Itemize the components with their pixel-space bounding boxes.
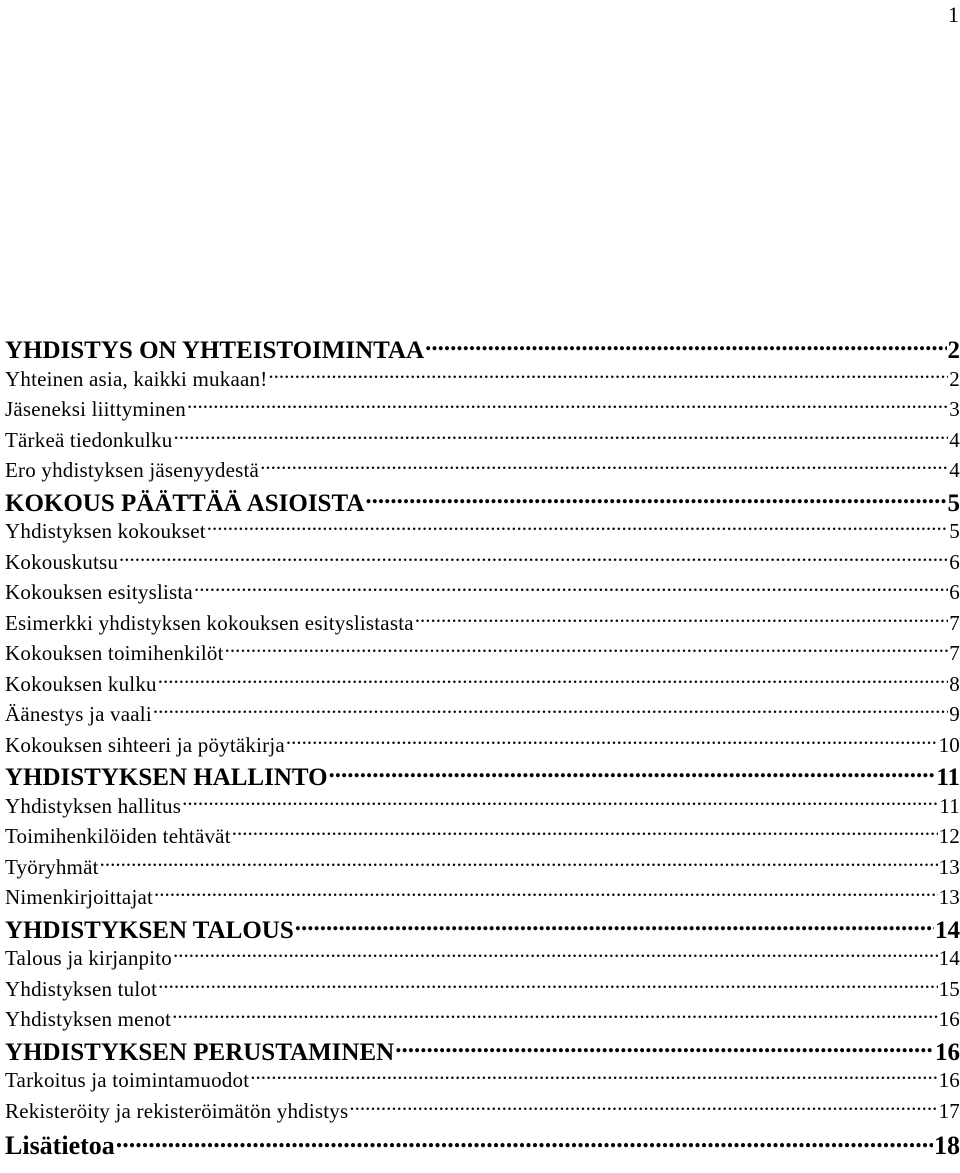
toc-entry-page-number: 7: [949, 610, 960, 635]
toc-entry-page-number: 3: [949, 397, 960, 421]
toc-entry-page-number: 16: [938, 1068, 960, 1092]
toc-entry[interactable]: [5, 608, 960, 639]
toc-entry-title: Äänestys ja vaali: [5, 702, 152, 726]
toc-entry[interactable]: [5, 1004, 960, 1035]
toc-entry-title: Kokouksen toimihenkilöt: [5, 641, 224, 665]
toc-dot-leader: [153, 700, 948, 721]
toc-entry-title: YHDISTYS ON YHTEISTOIMINTAA: [5, 337, 425, 364]
toc-dot-leader: [225, 639, 949, 660]
toc-dot-leader: [172, 1005, 937, 1026]
toc-entry-page-number: 18: [934, 1131, 960, 1160]
toc-entry[interactable]: [5, 913, 960, 944]
toc-entry-title: Lisätietoa: [5, 1131, 115, 1160]
toc-entry-page-number: 17: [938, 1098, 960, 1123]
toc-entry-title: Esimerkki yhdistyksen kokouksen esityslistasta: [5, 610, 414, 635]
toc-entry[interactable]: [5, 577, 960, 608]
toc-entry-title: Kokouksen esityslista: [5, 580, 193, 604]
toc-entry-page-number: 2: [947, 337, 960, 364]
toc-entry-page-number: 13: [938, 854, 960, 879]
toc-entry-title: Yhdistyksen kokoukset: [5, 519, 206, 543]
toc-entry-page-number: 16: [935, 1038, 960, 1066]
toc-entry-page-number: 4: [949, 458, 960, 482]
toc-entry-title: Nimenkirjoittajat: [5, 885, 154, 909]
toc-entry[interactable]: [5, 425, 960, 456]
toc-dot-leader: [286, 731, 938, 752]
toc-entry[interactable]: [5, 882, 960, 913]
table-of-contents: [5, 333, 960, 1159]
toc-dot-leader: [158, 975, 937, 996]
toc-dot-leader: [207, 517, 949, 538]
toc-dot-leader: [158, 670, 949, 691]
toc-entry-page-number: 5: [947, 489, 960, 517]
toc-entry-title: Kokouksen kulku: [5, 671, 157, 696]
toc-entry-page-number: 8: [949, 671, 960, 696]
toc-dot-leader: [250, 1066, 937, 1087]
toc-entry[interactable]: [5, 516, 960, 547]
toc-entry[interactable]: [5, 364, 960, 395]
toc-dot-leader: [232, 822, 938, 843]
page-number: 1: [948, 2, 959, 27]
toc-entry-page-number: 4: [949, 427, 960, 452]
toc-entry[interactable]: [5, 547, 960, 578]
toc-entry-page-number: 6: [949, 580, 960, 604]
toc-dot-leader: [100, 853, 938, 874]
toc-entry[interactable]: [5, 1065, 960, 1096]
toc-entry-page-number: 6: [949, 549, 960, 574]
toc-dot-leader: [173, 944, 938, 965]
toc-entry[interactable]: [5, 486, 960, 517]
toc-entry-page-number: 14: [938, 946, 960, 970]
toc-dot-leader: [154, 883, 938, 904]
toc-entry[interactable]: [5, 638, 960, 669]
toc-dot-leader: [395, 1035, 934, 1060]
toc-entry-title: Yhdistyksen menot: [5, 1007, 172, 1031]
toc-entry-page-number: 10: [938, 732, 960, 757]
toc-dot-leader: [260, 456, 948, 477]
toc-entry-title: YHDISTYKSEN PERUSTAMINEN: [5, 1038, 395, 1066]
toc-entry-title: Yhdistyksen hallitus: [5, 793, 182, 818]
toc-entry[interactable]: [5, 760, 960, 791]
toc-entry-title: YHDISTYKSEN TALOUS: [5, 916, 294, 944]
toc-entry-page-number: 14: [935, 916, 960, 944]
toc-entry[interactable]: [5, 943, 960, 974]
toc-dot-leader: [329, 760, 936, 785]
toc-entry-page-number: 12: [938, 824, 960, 848]
toc-dot-leader: [116, 1128, 933, 1154]
toc-entry-page-number: 7: [949, 641, 960, 665]
toc-entry-title: Tarkoitus ja toimintamuodot: [5, 1068, 250, 1092]
toc-entry[interactable]: [5, 821, 960, 852]
toc-entry[interactable]: [5, 1035, 960, 1066]
toc-entry-page-number: 11: [939, 793, 960, 818]
toc-entry-title: Rekisteröity ja rekisteröimätön yhdistys: [5, 1098, 349, 1123]
toc-entry-page-number: 11: [936, 764, 960, 791]
toc-dot-leader: [268, 365, 948, 386]
toc-entry-title: Toimihenkilöiden tehtävät: [5, 824, 231, 848]
toc-entry-title: Talous ja kirjanpito: [5, 946, 172, 970]
toc-entry-page-number: 13: [938, 885, 960, 909]
toc-entry[interactable]: [5, 1128, 960, 1159]
toc-dot-leader: [415, 609, 949, 630]
toc-entry[interactable]: [5, 730, 960, 761]
toc-entry-title: Ero yhdistyksen jäsenyydestä: [5, 458, 260, 482]
toc-entry[interactable]: [5, 974, 960, 1005]
toc-entry[interactable]: [5, 852, 960, 883]
toc-dot-leader: [425, 333, 946, 358]
toc-dot-leader: [194, 578, 948, 599]
toc-entry-title: Tärkeä tiedonkulku: [5, 427, 173, 452]
toc-dot-leader: [365, 486, 946, 511]
toc-dot-leader: [173, 426, 948, 447]
toc-entry-page-number: 16: [938, 1007, 960, 1031]
toc-entry-page-number: 2: [949, 366, 960, 391]
toc-entry-title: Työryhmät: [5, 854, 99, 879]
toc-entry-page-number: 5: [949, 519, 960, 543]
toc-entry[interactable]: [5, 455, 960, 486]
toc-entry-page-number: 15: [938, 976, 960, 1001]
toc-entry[interactable]: [5, 791, 960, 822]
toc-dot-leader: [295, 913, 934, 938]
toc-entry[interactable]: [5, 1096, 960, 1127]
toc-entry-title: KOKOUS PÄÄTTÄÄ ASIOISTA: [5, 489, 365, 517]
toc-entry[interactable]: [5, 699, 960, 730]
toc-entry-title: Jäseneksi liittyminen: [5, 397, 186, 421]
toc-entry-title: Yhdistyksen tulot: [5, 976, 158, 1001]
toc-dot-leader: [187, 395, 948, 416]
toc-entry-title: Kokouksen sihteeri ja pöytäkirja: [5, 732, 285, 757]
toc-dot-leader: [119, 548, 948, 569]
toc-dot-leader: [182, 792, 938, 813]
toc-entry-page-number: 9: [949, 702, 960, 726]
toc-entry-title: YHDISTYKSEN HALLINTO: [5, 764, 328, 791]
toc-entry-title: Kokouskutsu: [5, 549, 119, 574]
toc-entry[interactable]: [5, 394, 960, 425]
toc-entry[interactable]: [5, 333, 960, 364]
toc-dot-leader: [349, 1097, 937, 1118]
toc-entry-title: Yhteinen asia, kaikki mukaan!: [5, 366, 268, 391]
toc-entry[interactable]: [5, 669, 960, 700]
